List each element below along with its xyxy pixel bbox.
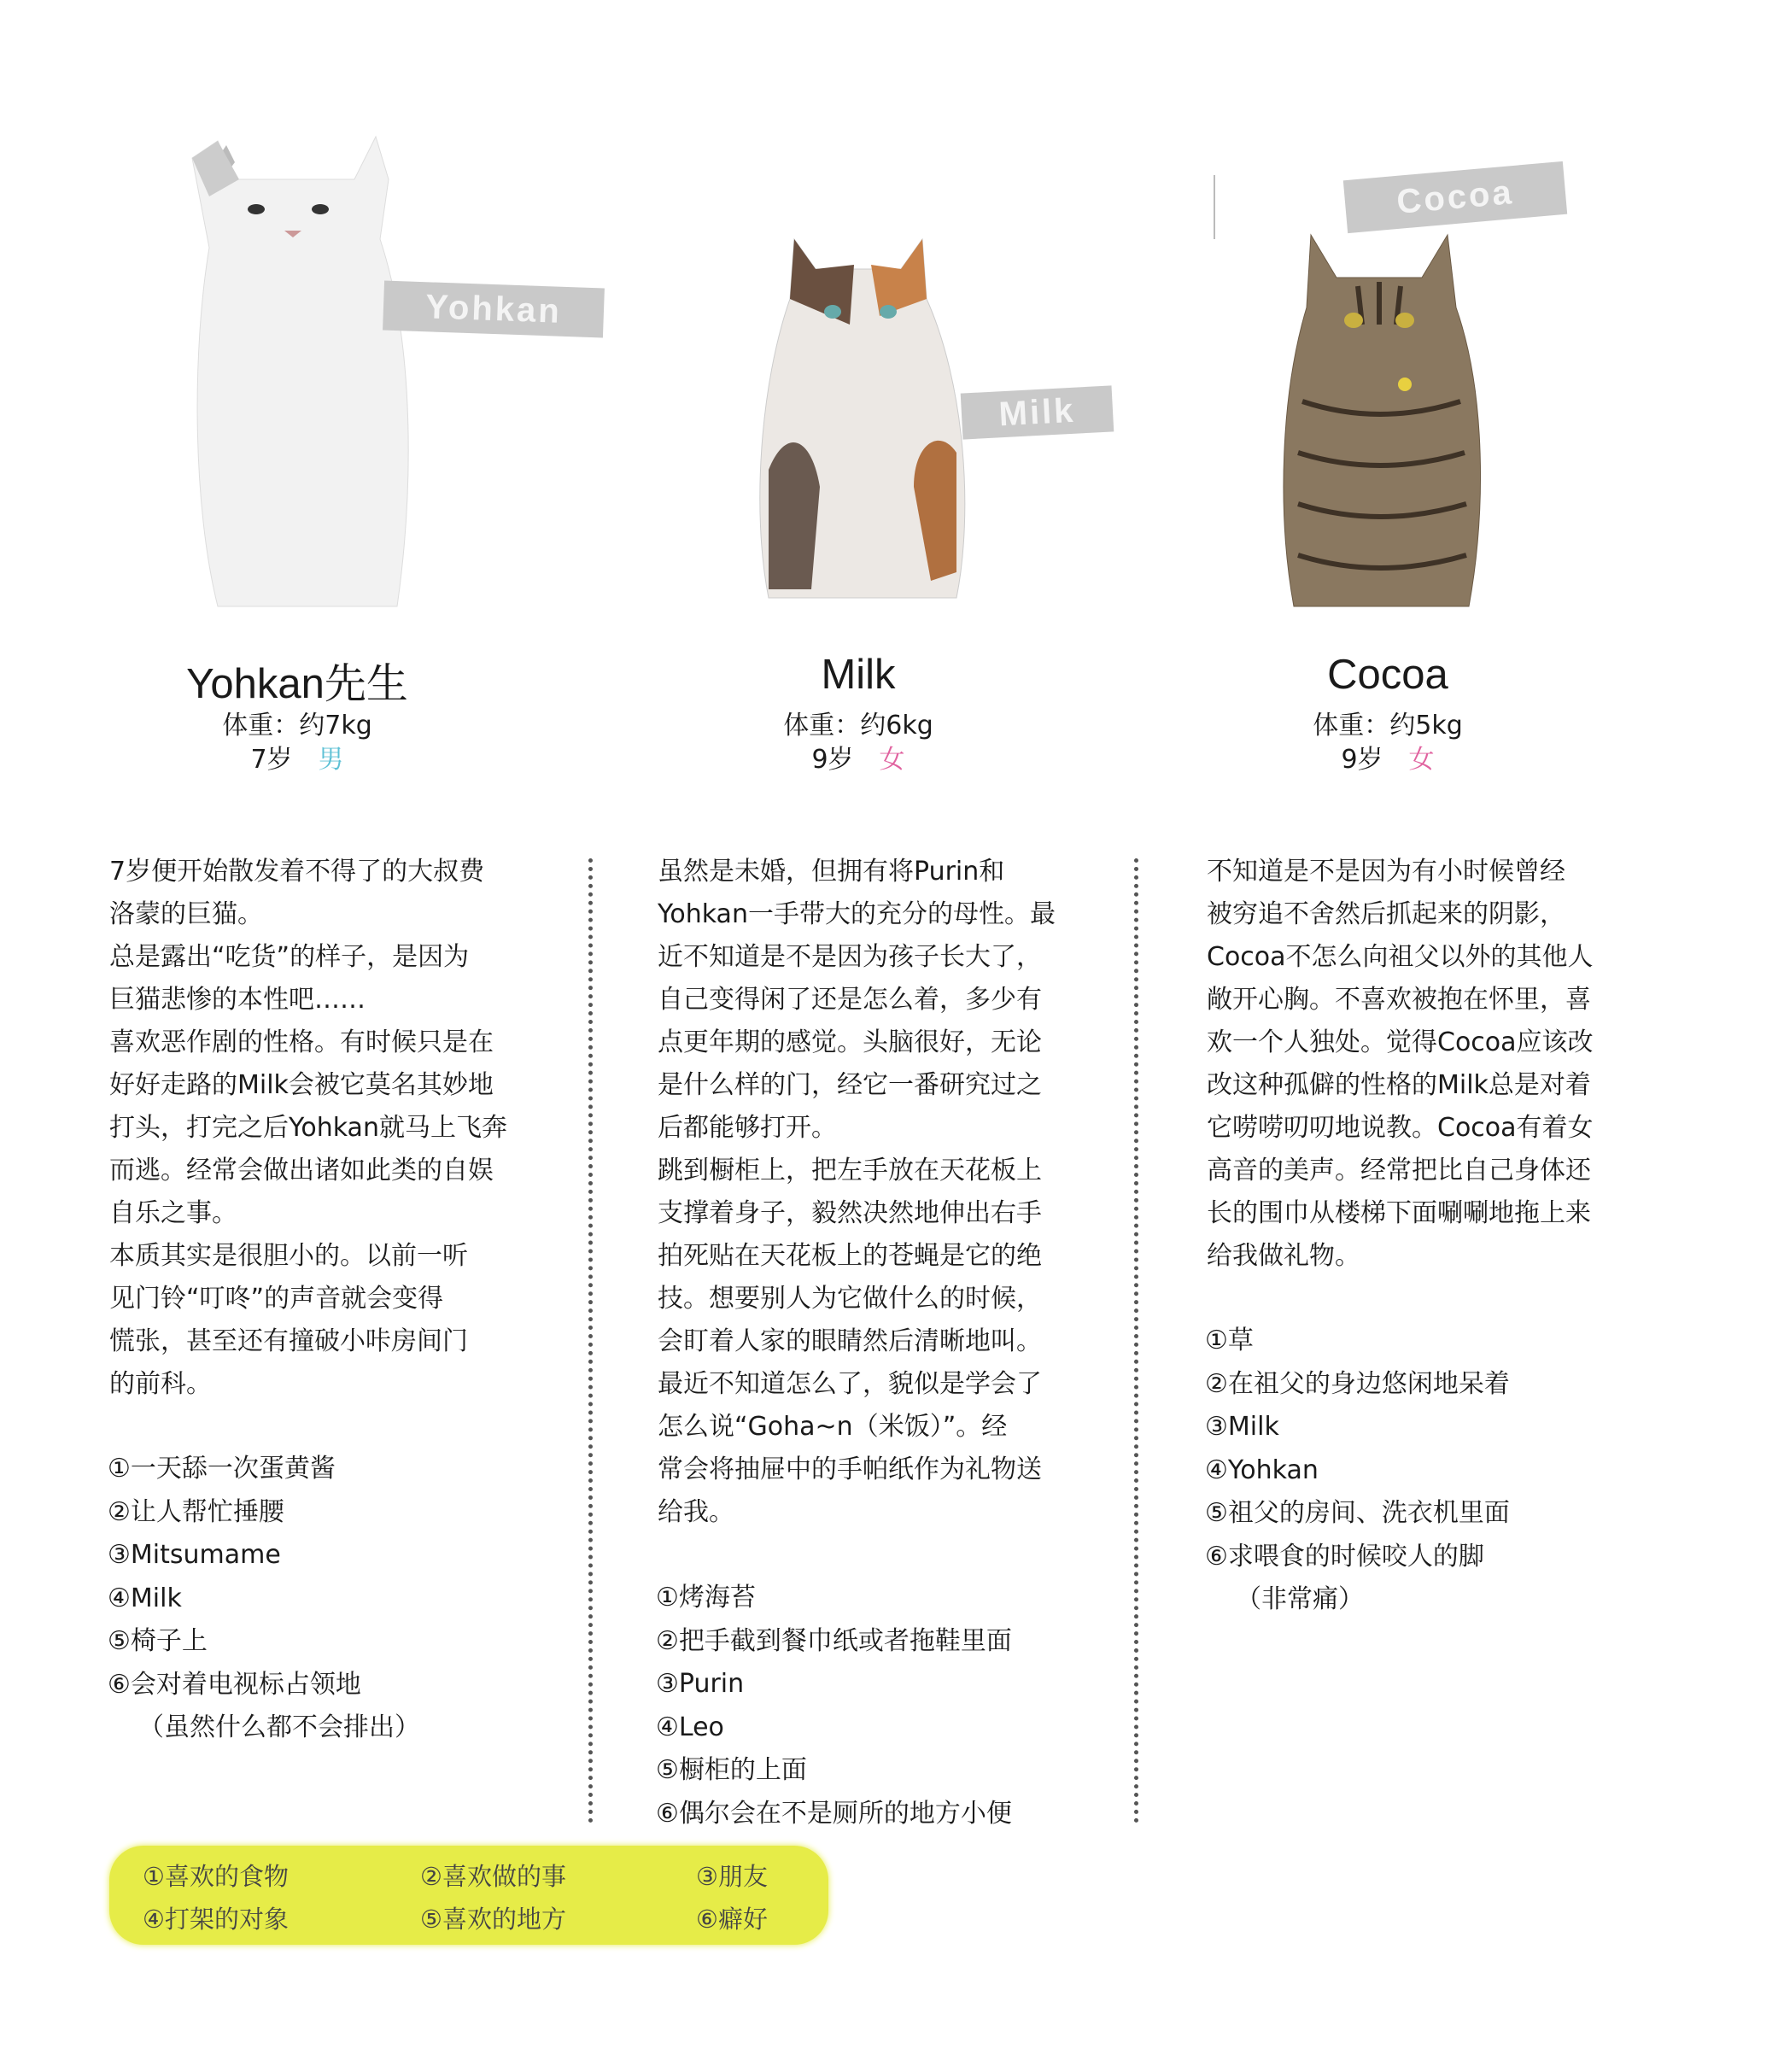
cat-description xyxy=(109,851,545,1406)
description-line: 总是露出“吃货”的样子，是因为 xyxy=(109,942,470,972)
description-line: 自乐之事。 xyxy=(109,1198,237,1228)
description-line: 巨猫悲惨的本性吧…… xyxy=(109,985,366,1015)
cat-age: 9岁 xyxy=(811,745,854,775)
description-line: 慌张，甚至还有撞破小咔房间门 xyxy=(109,1326,468,1356)
milk-name-tag: Milk xyxy=(961,385,1114,439)
description-line: 改这种孤僻的性格的Milk总是对着 xyxy=(1207,1070,1591,1100)
list-item-note: （非常痛） xyxy=(1236,1584,1364,1614)
legend-item: ①喜欢的食物 xyxy=(143,1862,289,1891)
legend-item: ③朋友 xyxy=(696,1862,768,1891)
description-line: 点更年期的感觉。头脑很好，无论 xyxy=(658,1027,1042,1057)
description-line: 支撑着身子，毅然决然地伸出右手 xyxy=(658,1198,1042,1228)
description-line: 欢一个人独处。觉得Cocoa应该改 xyxy=(1207,1027,1594,1057)
cat-meta xyxy=(84,709,511,777)
cat-weight: 体重：约6kg xyxy=(783,711,933,740)
list-item: ①烤海苔 xyxy=(656,1583,756,1613)
cat-weight: 体重：约7kg xyxy=(222,711,372,740)
description-line: 怎么说“Goha~n（米饭）”。经 xyxy=(658,1412,1008,1442)
cat-facts-list xyxy=(1205,1320,1649,1622)
list-item: ⑤祖父的房间、洗衣机里面 xyxy=(1205,1498,1510,1528)
description-line: 是什么样的门，经它一番研究过之 xyxy=(658,1070,1042,1100)
list-item: ③Purin xyxy=(656,1669,745,1699)
description-line: 7岁便开始散发着不得了的大叔费 xyxy=(109,857,485,887)
description-line: 跳到橱柜上，把左手放在天花板上 xyxy=(658,1156,1042,1185)
description-line: 给我。 xyxy=(658,1497,734,1527)
list-item-note: （虽然什么都不会排出） xyxy=(138,1712,420,1742)
yohkan-name-tag: Yohkan xyxy=(383,281,605,338)
description-line: Yohkan一手带大的充分的母性。最 xyxy=(658,899,1056,929)
list-item: ④Leo xyxy=(656,1712,724,1742)
legend-box xyxy=(109,1846,828,1945)
description-line: 常会将抽屉中的手帕纸作为礼物送 xyxy=(658,1454,1042,1484)
column-separator xyxy=(588,858,593,1823)
description-line: 拍死贴在天花板上的苍蝇是它的绝 xyxy=(658,1241,1042,1271)
description-line: 而逃。经常会做出诸如此类的自娱 xyxy=(109,1156,494,1185)
description-line: 被穷追不舍然后抓起来的阴影， xyxy=(1207,899,1565,929)
cat-description xyxy=(1207,851,1642,1278)
legend-item: ④打架的对象 xyxy=(143,1905,289,1934)
description-line: 喜欢恶作剧的性格。有时候只是在 xyxy=(109,1027,494,1057)
cat-facts-list xyxy=(108,1448,552,1750)
legend-item: ⑤喜欢的地方 xyxy=(420,1905,566,1934)
description-line: 给我做礼物。 xyxy=(1207,1241,1360,1271)
description-line: 技。想要别人为它做什么的时候， xyxy=(658,1284,1042,1314)
cat-age: 9岁 xyxy=(1341,745,1383,775)
cat-name: Cocoa xyxy=(1327,652,1448,698)
list-item: ②在祖父的身边悠闲地呆着 xyxy=(1205,1368,1510,1399)
cat-meta xyxy=(645,709,1072,777)
cocoa-name-tag: Cocoa xyxy=(1343,161,1567,233)
cat-weight: 体重：约5kg xyxy=(1313,711,1463,740)
cat-name: Milk xyxy=(821,652,896,698)
description-line: Cocoa不怎么向祖父以外的其他人 xyxy=(1207,942,1594,972)
description-line: 会盯着人家的眼睛然后清晰地叫。 xyxy=(658,1326,1042,1356)
list-item: ④Yohkan xyxy=(1205,1454,1319,1485)
list-item: ④Milk xyxy=(108,1583,182,1613)
description-line: 它唠唠叨叨地说教。Cocoa有着女 xyxy=(1207,1113,1594,1143)
description-line: 见门铃“叮咚”的声音就会变得 xyxy=(109,1284,444,1314)
cat-sex: 女 xyxy=(1408,745,1435,775)
list-item: ⑥求喂食的时候咬人的脚 xyxy=(1205,1541,1484,1572)
cat-age: 7岁 xyxy=(250,745,293,775)
description-line: 最近不知道怎么了，貌似是学会了 xyxy=(658,1369,1042,1399)
cat-sex: 女 xyxy=(879,745,905,775)
description-line: 长的围巾从楼梯下面唰唰地拖上来 xyxy=(1207,1198,1591,1228)
description-line: 好好走路的Milk会被它莫名其妙地 xyxy=(109,1070,494,1100)
description-line: 不知道是不是因为有小时候曾经 xyxy=(1207,857,1565,887)
list-item: ①草 xyxy=(1205,1326,1254,1355)
cat-sex: 男 xyxy=(318,745,344,775)
list-item: ③Milk xyxy=(1205,1412,1279,1442)
description-line: 近不知道是不是因为孩子长大了， xyxy=(658,942,1042,972)
list-item: ⑤橱柜的上面 xyxy=(656,1755,807,1785)
description-line: 的前科。 xyxy=(109,1369,212,1399)
cocoa-photo xyxy=(1277,231,1486,611)
description-line: 自己变得闲了还是怎么着，多少有 xyxy=(658,985,1042,1015)
list-item: ①一天舔一次蛋黄酱 xyxy=(108,1454,336,1484)
description-line: 洛蒙的巨猫。 xyxy=(109,899,263,929)
list-item: ⑥会对着电视标占领地 xyxy=(108,1669,361,1700)
description-line: 打头，打完之后Yohkan就马上飞奔 xyxy=(109,1113,507,1143)
divider-line xyxy=(1214,175,1215,239)
cat-description xyxy=(658,851,1093,1534)
column-separator xyxy=(1134,858,1138,1823)
milk-photo xyxy=(752,231,974,606)
cat-facts-list xyxy=(656,1577,1100,1835)
cat-meta xyxy=(1174,709,1601,777)
list-item: ②让人帮忙捶腰 xyxy=(108,1496,284,1527)
legend-item: ②喜欢做的事 xyxy=(420,1862,566,1891)
description-line: 虽然是未婚，但拥有将Purin和 xyxy=(658,857,1005,887)
description-line: 本质其实是很胆小的。以前一听 xyxy=(109,1241,468,1271)
list-item: ③Mitsumame xyxy=(108,1540,281,1570)
description-line: 敞开心胸。不喜欢被抱在怀里，喜 xyxy=(1207,985,1591,1015)
list-item: ⑤椅子上 xyxy=(108,1626,208,1656)
list-item: ⑥偶尔会在不是厕所的地方小便 xyxy=(656,1798,1012,1829)
legend-item: ⑥癖好 xyxy=(696,1905,768,1934)
list-item: ②把手截到餐巾纸或者拖鞋里面 xyxy=(656,1625,1012,1656)
cat-name: Yohkan先生 xyxy=(186,661,408,707)
description-line: 高音的美声。经常把比自己身体还 xyxy=(1207,1156,1591,1185)
yohkan-photo xyxy=(184,128,414,623)
description-line: 后都能够打开。 xyxy=(658,1113,837,1143)
